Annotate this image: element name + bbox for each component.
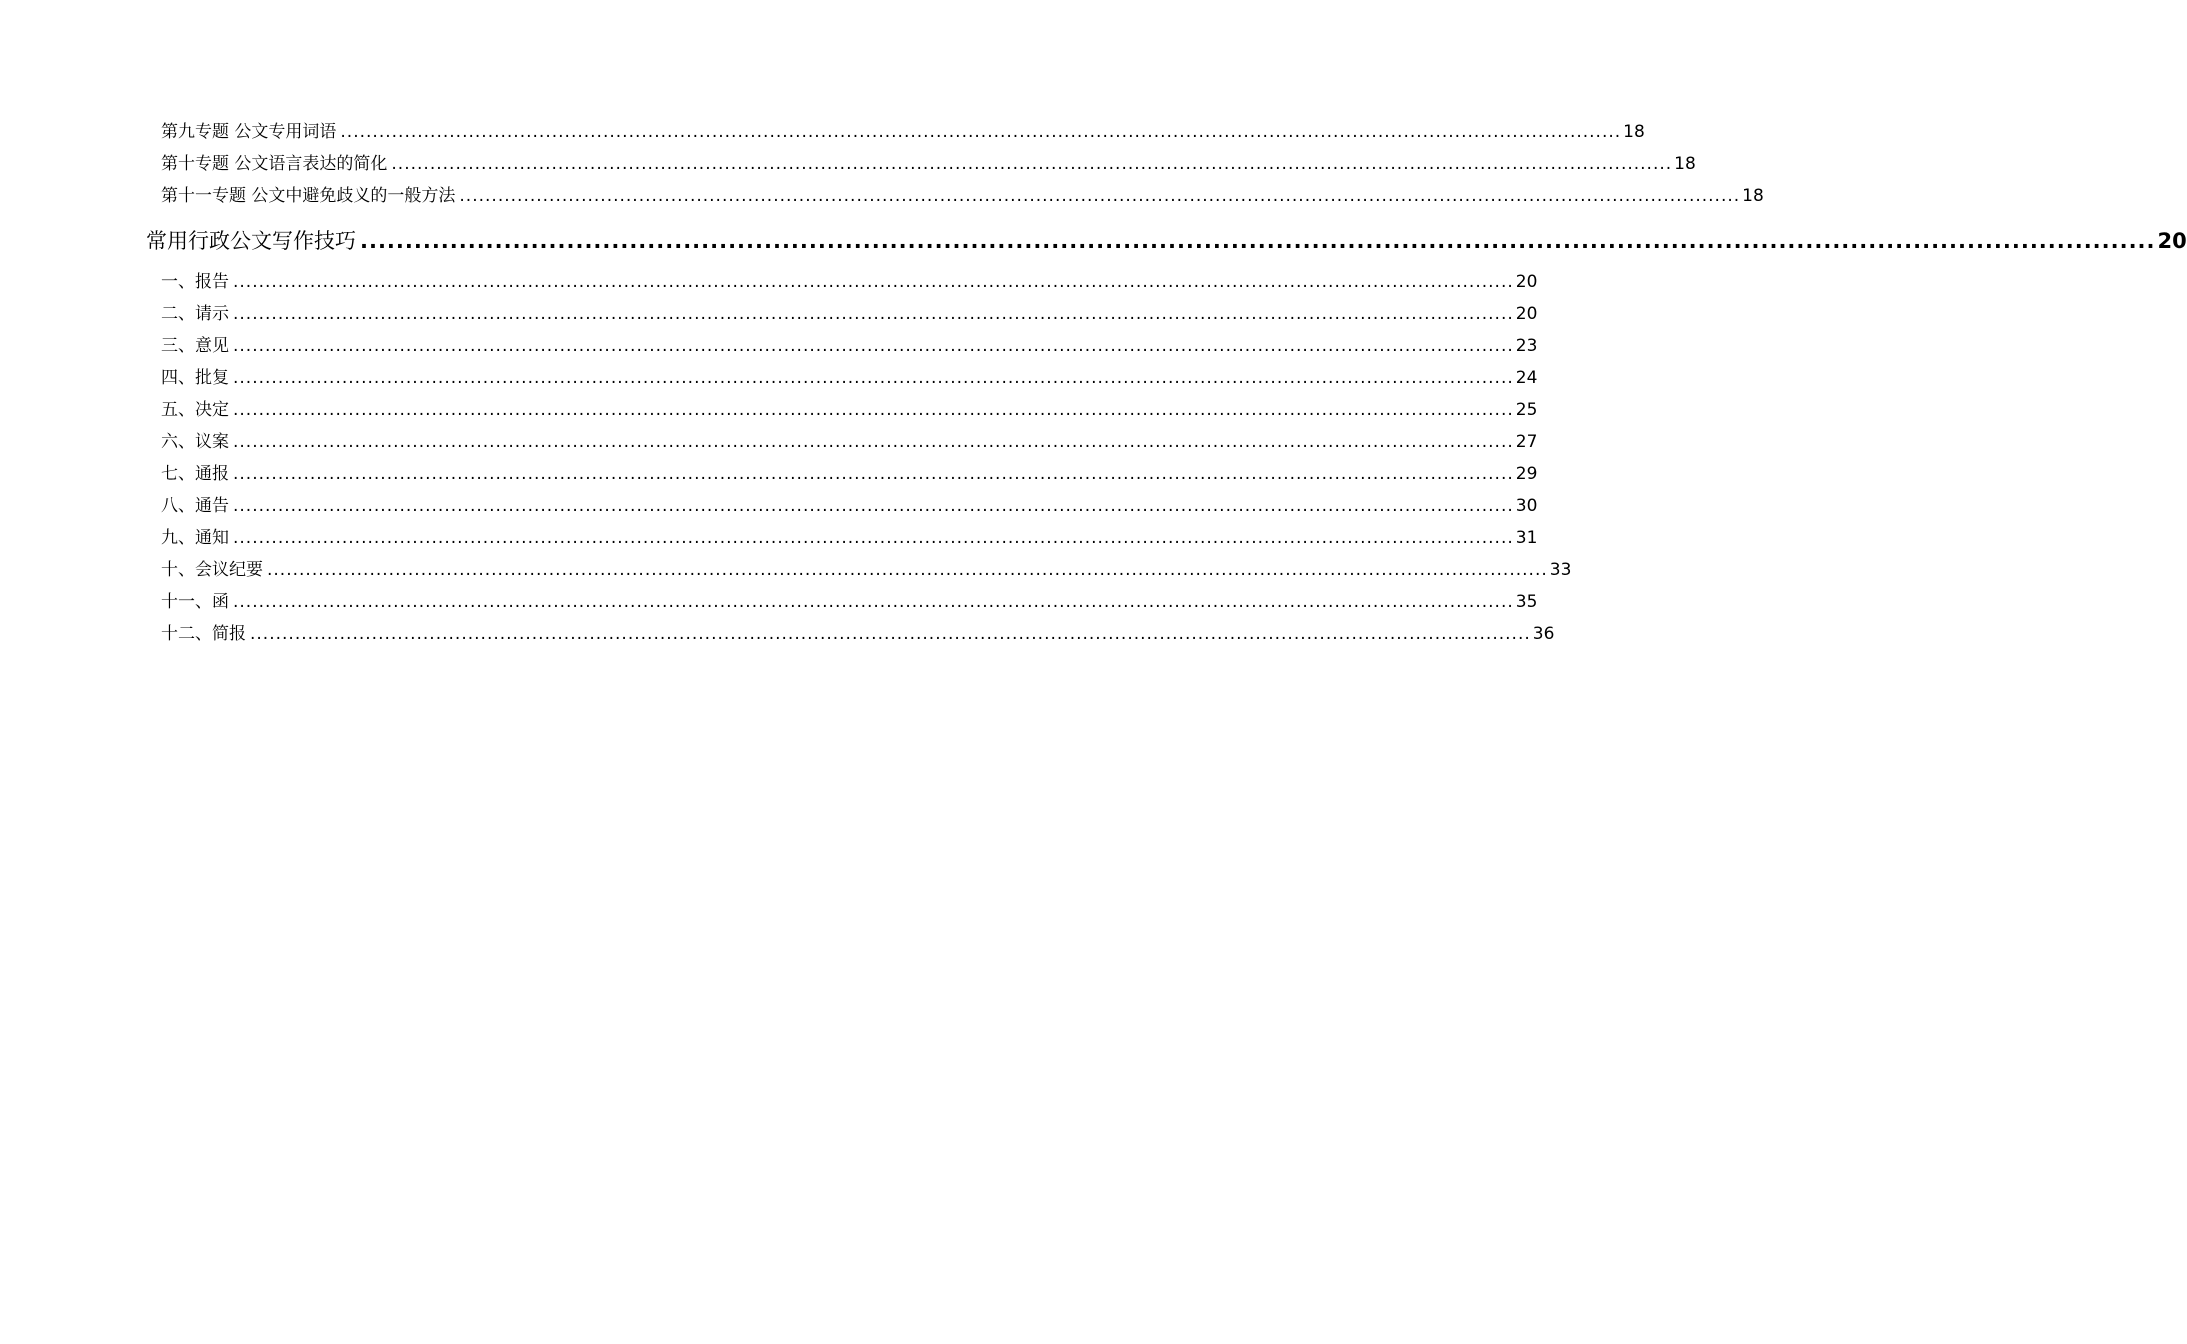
toc-entry-label: 五、决定: [161, 400, 229, 420]
toc-entry-label: 三、意见: [161, 336, 229, 356]
toc-entry-label: 六、议案: [161, 432, 229, 452]
toc-entry-label: 第十一专题 公文中避免歧义的一般方法: [161, 186, 456, 206]
toc-entry-page: 23: [1515, 336, 1538, 356]
toc-leader-dots: ........................................................................................................................................................................................................: [233, 592, 1514, 612]
toc-entry-label: 四、批复: [161, 368, 229, 388]
toc-entry[interactable]: [161, 590, 1538, 614]
toc-entry[interactable]: [161, 270, 1538, 294]
toc-section-heading[interactable]: [146, 226, 2187, 256]
toc-entry[interactable]: [161, 366, 1538, 390]
toc-entry-page: 27: [1515, 432, 1538, 452]
toc-entry[interactable]: [161, 302, 1538, 326]
toc-leader-dots: ........................................................................................................................................................................................................: [267, 560, 1548, 580]
toc-entry-label: 第十专题 公文语言表达的简化: [161, 154, 388, 174]
toc-entry-label: 二、请示: [161, 304, 229, 324]
toc-entry-page: 18: [1623, 122, 1645, 142]
toc-entry-page: 35: [1515, 592, 1538, 612]
toc-leader-dots: ........................................................................................................................................................................................................: [360, 229, 2156, 253]
toc-entry[interactable]: [161, 622, 1555, 646]
toc-entry-page: 18: [1674, 154, 1696, 174]
toc-leader-dots: ........................................................................................................................................................................................................: [250, 624, 1531, 644]
toc-entry-label: 一、报告: [161, 272, 229, 292]
toc-leader-dots: ........................................................................................................................................................................................................: [233, 304, 1514, 324]
toc-entry-page: 29: [1515, 464, 1538, 484]
toc-entry[interactable]: [161, 558, 1572, 582]
toc-entry-page: 36: [1532, 624, 1555, 644]
toc-entry[interactable]: [161, 494, 1538, 518]
toc-leader-dots: ........................................................................................................................................................................................................: [233, 336, 1514, 356]
toc-entry-page: 33: [1549, 560, 1572, 580]
toc-entry[interactable]: [161, 462, 1538, 486]
toc-entry-label: 七、通报: [161, 464, 229, 484]
toc-entry[interactable]: [161, 526, 1538, 550]
toc-leader-dots: ........................................................................................................................................................................................................: [233, 272, 1514, 292]
toc-leader-dots: ........................................................................................................................................................................................................: [233, 464, 1514, 484]
toc-leader-dots: ........................................................................................................................................................................................................: [233, 432, 1514, 452]
toc-leader-dots: ........................................................................................................................................................................................................: [340, 122, 1622, 142]
toc-entry-page: 20: [1515, 304, 1538, 324]
toc-leader-dots: ........................................................................................................................................................................................................: [233, 496, 1514, 516]
toc-entry-page: 18: [1742, 186, 1764, 206]
toc-entry-page: 30: [1515, 496, 1538, 516]
toc-entry-label: 十二、简报: [161, 624, 246, 644]
toc-leader-dots: ........................................................................................................................................................................................................: [233, 528, 1514, 548]
toc-entry-page: 31: [1515, 528, 1538, 548]
toc-entry[interactable]: [161, 430, 1538, 454]
toc-entry-label: 十一、函: [161, 592, 229, 612]
toc-entry[interactable]: [161, 398, 1538, 422]
toc-leader-dots: ........................................................................................................................................................................................................: [233, 400, 1514, 420]
toc-entry-page: 25: [1515, 400, 1538, 420]
toc-entry-label: 第九专题 公文专用词语: [161, 122, 337, 142]
toc-section-page: 20: [2157, 229, 2187, 253]
toc-entry[interactable]: [161, 334, 1538, 358]
toc-entry-label: 九、通知: [161, 528, 229, 548]
toc-leader-dots: ........................................................................................................................................................................................................: [459, 186, 1741, 206]
toc-entry[interactable]: [161, 184, 1764, 208]
toc-section-label: 常用行政公文写作技巧: [146, 229, 356, 253]
toc-entry-label: 十、会议纪要: [161, 560, 263, 580]
toc-entry-page: 24: [1515, 368, 1538, 388]
toc-entry-label: 八、通告: [161, 496, 229, 516]
toc-leader-dots: ........................................................................................................................................................................................................: [233, 368, 1514, 388]
toc-leader-dots: ........................................................................................................................................................................................................: [391, 154, 1673, 174]
toc-entry[interactable]: [161, 152, 1696, 176]
toc-entry[interactable]: [161, 120, 1645, 144]
toc-entry-page: 20: [1515, 272, 1538, 292]
